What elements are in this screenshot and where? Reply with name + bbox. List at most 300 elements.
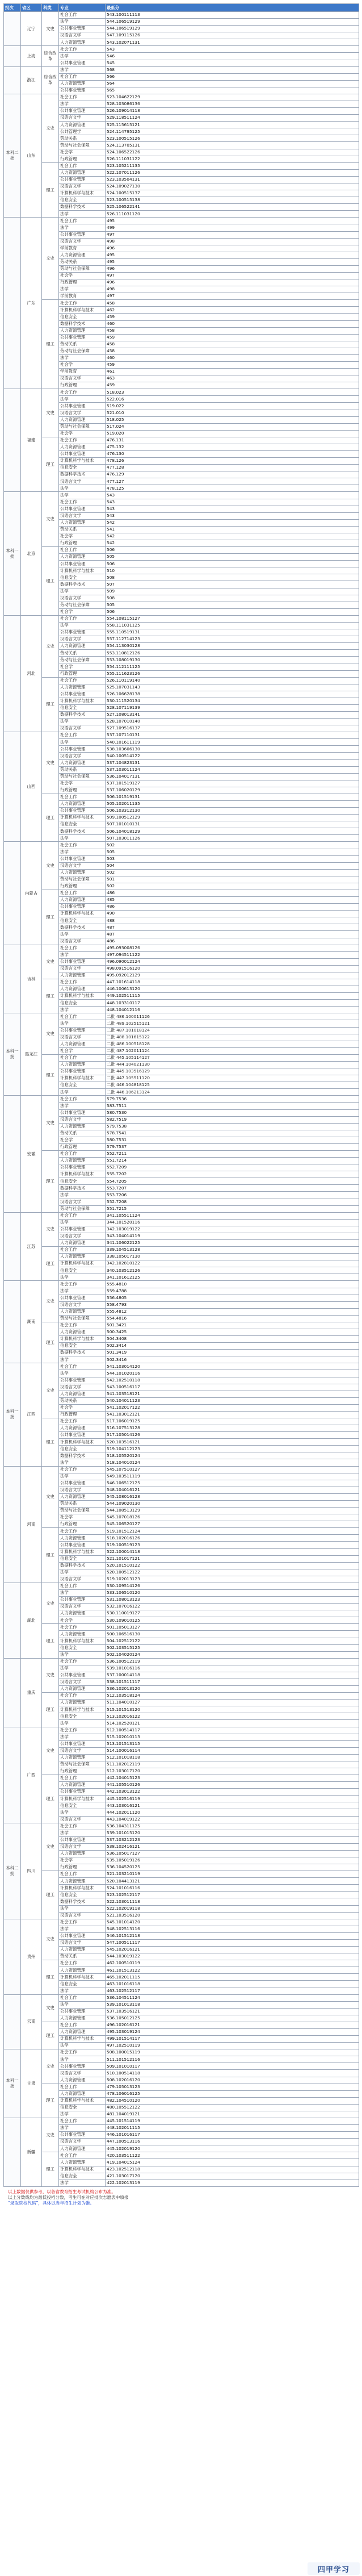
min-score-cell: 545.106520127 xyxy=(106,1521,359,1528)
min-score-cell: 496 xyxy=(106,245,359,252)
min-score-cell: 548.102513116 xyxy=(106,1926,359,1932)
major-cell: 社会工作 xyxy=(59,1466,106,1473)
min-score-cell: 522.107011126 xyxy=(106,169,359,176)
min-score-cell: 564 xyxy=(106,80,359,87)
major-cell: 劳动与社会保障 xyxy=(59,348,106,354)
min-score-cell: 495.093008126 xyxy=(106,945,359,951)
major-cell: 公共事业管理 xyxy=(59,1597,106,1604)
major-cell: 社会工作 xyxy=(59,1247,106,1254)
min-score-cell: 524.101016116 xyxy=(106,1885,359,1892)
major-cell: 社会学 xyxy=(59,1617,106,1624)
min-score-cell: 554.4816 xyxy=(106,1315,359,1322)
min-score-cell: 553.110812126 xyxy=(106,650,359,657)
min-score-cell: 458 xyxy=(106,348,359,354)
batch-cell xyxy=(4,945,21,1013)
batch-cell xyxy=(4,1096,21,1212)
major-cell: 社会学 xyxy=(59,608,106,615)
table-row xyxy=(4,1281,359,1288)
min-score-cell: 507.101010131 xyxy=(106,821,359,828)
major-cell: 公共事业管理 xyxy=(59,808,106,815)
major-cell: 法学 xyxy=(59,1589,106,1596)
major-cell: 公共事业管理 xyxy=(59,1789,106,1796)
min-score-cell: 463.102512117 xyxy=(106,1988,359,1994)
min-score-cell: 497 xyxy=(106,293,359,300)
major-cell: 劳动与社会保障 xyxy=(59,1205,106,1212)
major-cell: 信息安全 xyxy=(59,821,106,828)
major-cell: 数据科学技术 xyxy=(59,1185,106,1192)
min-score-cell: 524.109027130 xyxy=(106,183,359,190)
province-cell: 广西 xyxy=(21,1727,42,1823)
min-score-cell: 525.106522141 xyxy=(106,204,359,211)
province-cell: 黑龙江 xyxy=(21,1013,42,1096)
major-cell: 公共事业管理 xyxy=(59,904,106,911)
min-score-cell: 521.010 xyxy=(106,410,359,416)
category-cell: 文史 xyxy=(42,492,59,547)
major-cell: 人力资源管理 xyxy=(59,897,106,904)
min-score-cell: 518.023 xyxy=(106,389,359,396)
major-cell: 人力资源管理 xyxy=(59,169,106,176)
major-cell: 社会工作 xyxy=(59,437,106,444)
min-score-cell: 441.105510126 xyxy=(106,1782,359,1789)
min-score-cell: 460 xyxy=(106,320,359,327)
province-cell: 湖南 xyxy=(21,1281,42,1363)
major-cell: 社会工作 xyxy=(59,1013,106,1020)
major-cell: 法学 xyxy=(59,849,106,855)
major-cell: 社会工作 xyxy=(59,794,106,800)
category-cell: 理工 xyxy=(42,162,59,218)
batch-cell xyxy=(4,1281,21,1363)
category-cell: 理工 xyxy=(42,1247,59,1281)
major-cell: 社会工作 xyxy=(59,1363,106,1370)
batch-cell xyxy=(4,1919,21,1994)
major-cell: 法学 xyxy=(59,2001,106,2008)
footnote xyxy=(8,2189,246,2206)
min-score-cell: 476.131 xyxy=(106,437,359,444)
category-cell: 理工 xyxy=(42,1624,59,1658)
category-cell: 文史 xyxy=(42,2118,59,2152)
min-score-cell: 339.104513128 xyxy=(106,1247,359,1254)
table-row xyxy=(4,2049,359,2056)
major-cell: 计算机科学与技术 xyxy=(59,1260,106,1267)
table-row xyxy=(4,1247,359,1254)
min-score-cell: 497.102510119 xyxy=(106,2043,359,2049)
min-score-cell: 506 xyxy=(106,547,359,554)
major-cell: 人力资源管理 xyxy=(59,444,106,450)
major-cell: 人力资源管理 xyxy=(59,1493,106,1500)
province-cell: 河南 xyxy=(21,1466,42,1583)
batch-cell: 本科二批 xyxy=(4,94,21,217)
province-cell: 山东 xyxy=(21,94,42,217)
major-cell: 人力资源管理 xyxy=(59,986,106,993)
major-cell: 汉语言文学 xyxy=(59,1604,106,1610)
major-cell: 计算机科学与技术 xyxy=(59,567,106,574)
major-cell: 社会工作 xyxy=(59,1418,106,1425)
min-score-cell: 555.4810 xyxy=(106,1281,359,1288)
min-score-cell: 497.094511122 xyxy=(106,951,359,958)
major-cell: 人力资源管理 xyxy=(59,80,106,87)
major-cell: 社会学 xyxy=(59,361,106,368)
major-cell: 法学 xyxy=(59,719,106,725)
major-cell: 法学 xyxy=(59,19,106,26)
min-score-cell: 505.102011135 xyxy=(106,800,359,807)
min-score-cell: 524.113705131 xyxy=(106,142,359,149)
major-cell: 社会工作 xyxy=(59,300,106,307)
min-score-cell: 479.105013123 xyxy=(106,2084,359,2090)
major-cell: 社会工作 xyxy=(59,1823,106,1830)
table-row xyxy=(4,2118,359,2124)
min-score-cell: 540.101611119 xyxy=(106,739,359,746)
min-score-cell: 522.100014118 xyxy=(106,1548,359,1555)
major-cell: 法学 xyxy=(59,1103,106,1109)
min-score-cell: 463 xyxy=(106,375,359,382)
major-cell: 法学 xyxy=(59,1370,106,1377)
major-cell: 信息安全 xyxy=(59,1082,106,1089)
major-cell: 社会工作 xyxy=(59,1583,106,1589)
major-cell: 公共事业管理 xyxy=(59,87,106,94)
major-cell: 人力资源管理 xyxy=(59,972,106,979)
min-score-cell: 542.102510118 xyxy=(106,1377,359,1384)
major-cell: 数据科学技术 xyxy=(59,1350,106,1356)
major-cell: 公共事业管理 xyxy=(59,958,106,965)
min-score-cell: 517.106019125 xyxy=(106,1418,359,1425)
table-row xyxy=(4,979,359,986)
min-score-cell: 579.7538 xyxy=(106,1123,359,1130)
min-score-cell: 495.103019124 xyxy=(106,2028,359,2035)
min-score-cell: 547.109115126 xyxy=(106,32,359,39)
province-cell: 福建 xyxy=(21,389,42,492)
min-score-cell: 536.102013120 xyxy=(106,1686,359,1693)
category-cell: 文史 xyxy=(42,945,59,979)
major-cell: 信息安全 xyxy=(59,704,106,711)
min-score-cell: 421.103017120 xyxy=(106,2173,359,2180)
major-cell: 人力资源管理 xyxy=(59,684,106,691)
table-row xyxy=(4,615,359,622)
footnote-line-3: “录取院校代码”，具体以当年招生计划为准。 xyxy=(8,2200,95,2206)
min-score-cell: 537.101519127 xyxy=(106,780,359,787)
major-cell: 行政管理 xyxy=(59,156,106,162)
major-cell: 社会工作 xyxy=(59,94,106,101)
major-cell: 法学 xyxy=(59,1219,106,1226)
min-score-cell: 486 xyxy=(106,938,359,945)
min-score-cell: 500.106516130 xyxy=(106,1631,359,1638)
batch-cell xyxy=(4,732,21,842)
province-cell: 安徽 xyxy=(21,1096,42,1212)
major-cell: 劳动与社会保障 xyxy=(59,1761,106,1768)
major-cell: 计算机科学与技术 xyxy=(59,698,106,704)
province-cell: 浙江 xyxy=(21,66,42,94)
category-cell: 理工 xyxy=(42,1418,59,1467)
min-score-cell: 二批 446.104818125 xyxy=(106,1082,359,1089)
table-row xyxy=(4,732,359,739)
major-cell: 法学 xyxy=(59,1288,106,1295)
table-row xyxy=(4,842,359,849)
major-cell: 汉语言文学 xyxy=(59,115,106,122)
major-cell: 数据科学技术 xyxy=(59,1898,106,1905)
province-cell: 贵州 xyxy=(21,1919,42,1994)
major-cell: 行政管理 xyxy=(59,1143,106,1150)
category-cell: 文史 xyxy=(42,1212,59,1246)
major-cell: 行政管理 xyxy=(59,1411,106,1418)
min-score-cell: 541.103518121 xyxy=(106,1391,359,1397)
table-row xyxy=(4,1013,359,1020)
major-cell: 法学 xyxy=(59,1192,106,1199)
major-cell: 汉语言文学 xyxy=(59,965,106,972)
major-cell: 信息安全 xyxy=(59,917,106,924)
major-cell: 人力资源管理 xyxy=(59,416,106,423)
major-cell: 汉语言文学 xyxy=(59,862,106,869)
min-score-cell: 536.100512119 xyxy=(106,1658,359,1665)
major-cell: 社会工作 xyxy=(59,1212,106,1219)
major-cell: 人力资源管理 xyxy=(59,1686,106,1693)
min-score-cell: 458 xyxy=(106,341,359,348)
min-score-cell: 519.100519123 xyxy=(106,1542,359,1548)
major-cell: 汉语言文学 xyxy=(59,938,106,945)
min-score-cell: 513.102016122 xyxy=(106,1713,359,1720)
min-score-cell: 507 xyxy=(106,581,359,588)
major-cell: 劳动关系 xyxy=(59,135,106,142)
min-score-cell: 443.104019122 xyxy=(106,1816,359,1823)
category-cell: 理工 xyxy=(42,794,59,842)
major-cell: 汉语言文学 xyxy=(59,1301,106,1308)
min-score-cell: 538.103606130 xyxy=(106,746,359,753)
major-cell: 信息安全 xyxy=(59,1981,106,1988)
major-cell: 人力资源管理 xyxy=(59,327,106,334)
major-cell: 计算机科学与技术 xyxy=(59,993,106,1000)
min-score-cell: 444.102011120 xyxy=(106,1809,359,1816)
major-cell: 社会学 xyxy=(59,1514,106,1521)
min-score-cell: 568 xyxy=(106,66,359,73)
major-cell: 人力资源管理 xyxy=(59,800,106,807)
min-score-cell: 522.103011118 xyxy=(106,1898,359,1905)
min-score-cell: 521.103210119 xyxy=(106,1871,359,1878)
category-cell: 理工 xyxy=(42,1693,59,1727)
major-cell: 社会学 xyxy=(59,663,106,670)
major-cell: 信息安全 xyxy=(59,1713,106,1720)
major-cell: 劳动关系 xyxy=(59,1397,106,1404)
min-score-cell: 521.103516120 xyxy=(106,1912,359,1919)
major-cell: 法学 xyxy=(59,1926,106,1932)
major-cell: 社会工作 xyxy=(59,2152,106,2159)
major-cell: 法学 xyxy=(59,835,106,842)
min-score-cell: 518.025 xyxy=(106,416,359,423)
min-score-cell: 543.100111113 xyxy=(106,12,359,19)
min-score-cell: 546.106512125 xyxy=(106,1480,359,1487)
major-cell: 信息安全 xyxy=(59,1178,106,1185)
category-cell: 文史 xyxy=(42,615,59,677)
min-score-cell: 501.3421 xyxy=(106,1322,359,1329)
min-score-cell: 495.092012129 xyxy=(106,972,359,979)
min-score-cell: 543 xyxy=(106,506,359,512)
major-cell: 汉语言文学 xyxy=(59,725,106,732)
major-cell: 行政管理 xyxy=(59,787,106,794)
major-cell: 法学 xyxy=(59,1720,106,1727)
header-batch: 批次 xyxy=(4,4,21,12)
category-cell: 理工 xyxy=(42,1150,59,1212)
min-score-cell: 506.101519131 xyxy=(106,794,359,800)
major-cell: 人力资源管理 xyxy=(59,1535,106,1542)
header-category: 科类 xyxy=(42,4,59,12)
min-score-cell: 502 xyxy=(106,869,359,876)
batch-cell: 本科一批 xyxy=(4,1363,21,1466)
min-score-cell: 512.103017120 xyxy=(106,1768,359,1775)
min-score-cell: 523.100515126 xyxy=(106,135,359,142)
major-cell: 汉语言文学 xyxy=(59,1816,106,1823)
major-cell: 计算机科学与技术 xyxy=(59,815,106,821)
major-cell: 汉语言文学 xyxy=(59,1199,106,1205)
category-cell: 理工 xyxy=(42,1528,59,1583)
major-cell: 人力资源管理 xyxy=(59,1425,106,1432)
min-score-cell: 512.101018118 xyxy=(106,1754,359,1761)
table-row xyxy=(4,1363,359,1370)
min-score-cell: 511.104010127 xyxy=(106,1700,359,1706)
min-score-cell: 526.111031122 xyxy=(106,156,359,162)
min-score-cell: 541.102017122 xyxy=(106,1404,359,1411)
major-cell: 汉语言文学 xyxy=(59,238,106,245)
min-score-cell: 537.103212123 xyxy=(106,1836,359,1843)
min-score-cell: 517.024 xyxy=(106,423,359,430)
min-score-cell: 526.106628138 xyxy=(106,691,359,698)
min-score-cell: 二批 447.105511120 xyxy=(106,1075,359,1082)
major-cell: 法学 xyxy=(59,66,106,73)
min-score-cell: 539.101016116 xyxy=(106,1665,359,1672)
category-cell: 文史 xyxy=(42,389,59,437)
major-cell: 计算机科学与技术 xyxy=(59,1706,106,1713)
major-cell: 计算机科学与技术 xyxy=(59,1548,106,1555)
major-cell: 法学 xyxy=(59,1905,106,1912)
min-score-cell: 504.3408 xyxy=(106,1336,359,1343)
min-score-cell: 519.104112123 xyxy=(106,1446,359,1452)
major-cell: 计算机科学与技术 xyxy=(59,1336,106,1343)
table-header-row xyxy=(4,4,359,12)
batch-cell xyxy=(4,842,21,945)
major-cell: 社会学 xyxy=(59,780,106,787)
min-score-cell: 498 xyxy=(106,286,359,293)
min-score-cell: 526.111031120 xyxy=(106,211,359,218)
min-score-cell: 530.109010125 xyxy=(106,1617,359,1624)
min-score-cell: 551.7215 xyxy=(106,1205,359,1212)
major-cell: 人力资源管理 xyxy=(59,2090,106,2097)
major-cell: 人力资源管理 xyxy=(59,643,106,650)
major-cell: 社会工作 xyxy=(59,73,106,80)
min-score-cell: 544.106519129 xyxy=(106,26,359,32)
table-row xyxy=(4,162,359,169)
min-score-cell: 459 xyxy=(106,361,359,368)
major-cell: 信息安全 xyxy=(59,197,106,204)
major-cell: 社会工作 xyxy=(59,1871,106,1878)
batch-cell: 本科一批 xyxy=(4,1013,21,1096)
major-cell: 法学 xyxy=(59,1274,106,1281)
major-cell: 人力资源管理 xyxy=(59,39,106,46)
batch-cell xyxy=(4,1212,21,1281)
major-cell: 汉语言文学 xyxy=(59,1116,106,1123)
major-cell: 人力资源管理 xyxy=(59,2015,106,2022)
province-cell: 湖北 xyxy=(21,1583,42,1658)
major-cell: 法学 xyxy=(59,354,106,361)
major-cell: 社会工作 xyxy=(59,162,106,169)
min-score-cell: 523.100515138 xyxy=(106,197,359,204)
major-cell: 劳动关系 xyxy=(59,650,106,657)
table-row xyxy=(4,492,359,499)
major-cell: 法学 xyxy=(59,396,106,403)
category-cell: 文史 xyxy=(42,732,59,794)
major-cell: 公共事业管理 xyxy=(59,60,106,66)
province-cell: 江西 xyxy=(21,1363,42,1466)
category-cell: 文史 xyxy=(42,842,59,890)
major-cell: 人力资源管理 xyxy=(59,1123,106,1130)
min-score-cell: 487 xyxy=(106,931,359,938)
min-score-cell: 519.020 xyxy=(106,430,359,437)
major-cell: 汉语言文学 xyxy=(59,512,106,519)
major-cell: 人力资源管理 xyxy=(59,2159,106,2166)
min-score-cell: 530.111520134 xyxy=(106,698,359,704)
min-score-cell: 508 xyxy=(106,595,359,602)
major-cell: 公共事业管理 xyxy=(59,1740,106,1747)
major-cell: 劳动与社会保障 xyxy=(59,1508,106,1514)
min-score-cell: 520.104413121 xyxy=(106,1878,359,1885)
min-score-cell: 462 xyxy=(106,307,359,314)
batch-cell: 本科一批 xyxy=(4,2049,21,2118)
table-row xyxy=(4,2022,359,2028)
min-score-cell: 505 xyxy=(106,554,359,561)
major-cell: 法学 xyxy=(59,1830,106,1836)
table-row xyxy=(4,1960,359,1967)
major-cell: 社会工作 xyxy=(59,1775,106,1782)
major-cell: 信息安全 xyxy=(59,1000,106,1007)
min-score-cell: 552.7209 xyxy=(106,1164,359,1171)
major-cell: 汉语言文学 xyxy=(59,410,106,416)
major-cell: 社会工作 xyxy=(59,677,106,684)
major-cell: 汉语言文学 xyxy=(59,1912,106,1919)
major-cell: 人力资源管理 xyxy=(59,1631,106,1638)
major-cell: 人力资源管理 xyxy=(59,2077,106,2084)
category-cell: 文史 xyxy=(42,1281,59,1322)
min-score-cell: 540.100514122 xyxy=(106,753,359,759)
major-cell: 劳动与社会保障 xyxy=(59,876,106,883)
watermark-text: 四甲学习 xyxy=(317,2565,350,2574)
table-row xyxy=(4,1150,359,1157)
category-cell: 理工 xyxy=(42,2022,59,2049)
min-score-cell: 515.102010113 xyxy=(106,1734,359,1740)
min-score-cell: 495 xyxy=(106,218,359,224)
major-cell: 劳动关系 xyxy=(59,1130,106,1137)
batch-cell xyxy=(4,1583,21,1658)
major-cell: 社会工作 xyxy=(59,1693,106,1700)
min-score-cell: 500.3425 xyxy=(106,1329,359,1336)
min-score-cell: 542 xyxy=(106,533,359,540)
major-cell: 社会工作 xyxy=(59,732,106,739)
major-cell: 劳动与社会保障 xyxy=(59,602,106,608)
table-row xyxy=(4,94,359,101)
major-cell: 人力资源管理 xyxy=(59,1947,106,1953)
min-score-cell: 497 xyxy=(106,231,359,238)
min-score-cell: 478.125 xyxy=(106,485,359,492)
min-score-cell: 555.7202 xyxy=(106,1171,359,1178)
major-cell: 社会工作 xyxy=(59,547,106,554)
min-score-cell: 499 xyxy=(106,224,359,231)
min-score-cell: 533.106510120 xyxy=(106,1589,359,1596)
major-cell: 法学 xyxy=(59,101,106,108)
min-score-cell: 506 xyxy=(106,608,359,615)
major-cell: 数据科学技术 xyxy=(59,711,106,718)
min-score-cell: 511.102012119 xyxy=(106,1761,359,1768)
major-cell: 法学 xyxy=(59,492,106,499)
major-cell: 汉语言文学 xyxy=(59,1233,106,1239)
min-score-cell: 526.110119140 xyxy=(106,677,359,684)
major-cell: 法学 xyxy=(59,1651,106,1658)
major-cell: 劳动与社会保障 xyxy=(59,773,106,780)
province-cell: 内蒙古 xyxy=(21,842,42,945)
min-score-cell: 527.109516137 xyxy=(106,725,359,732)
